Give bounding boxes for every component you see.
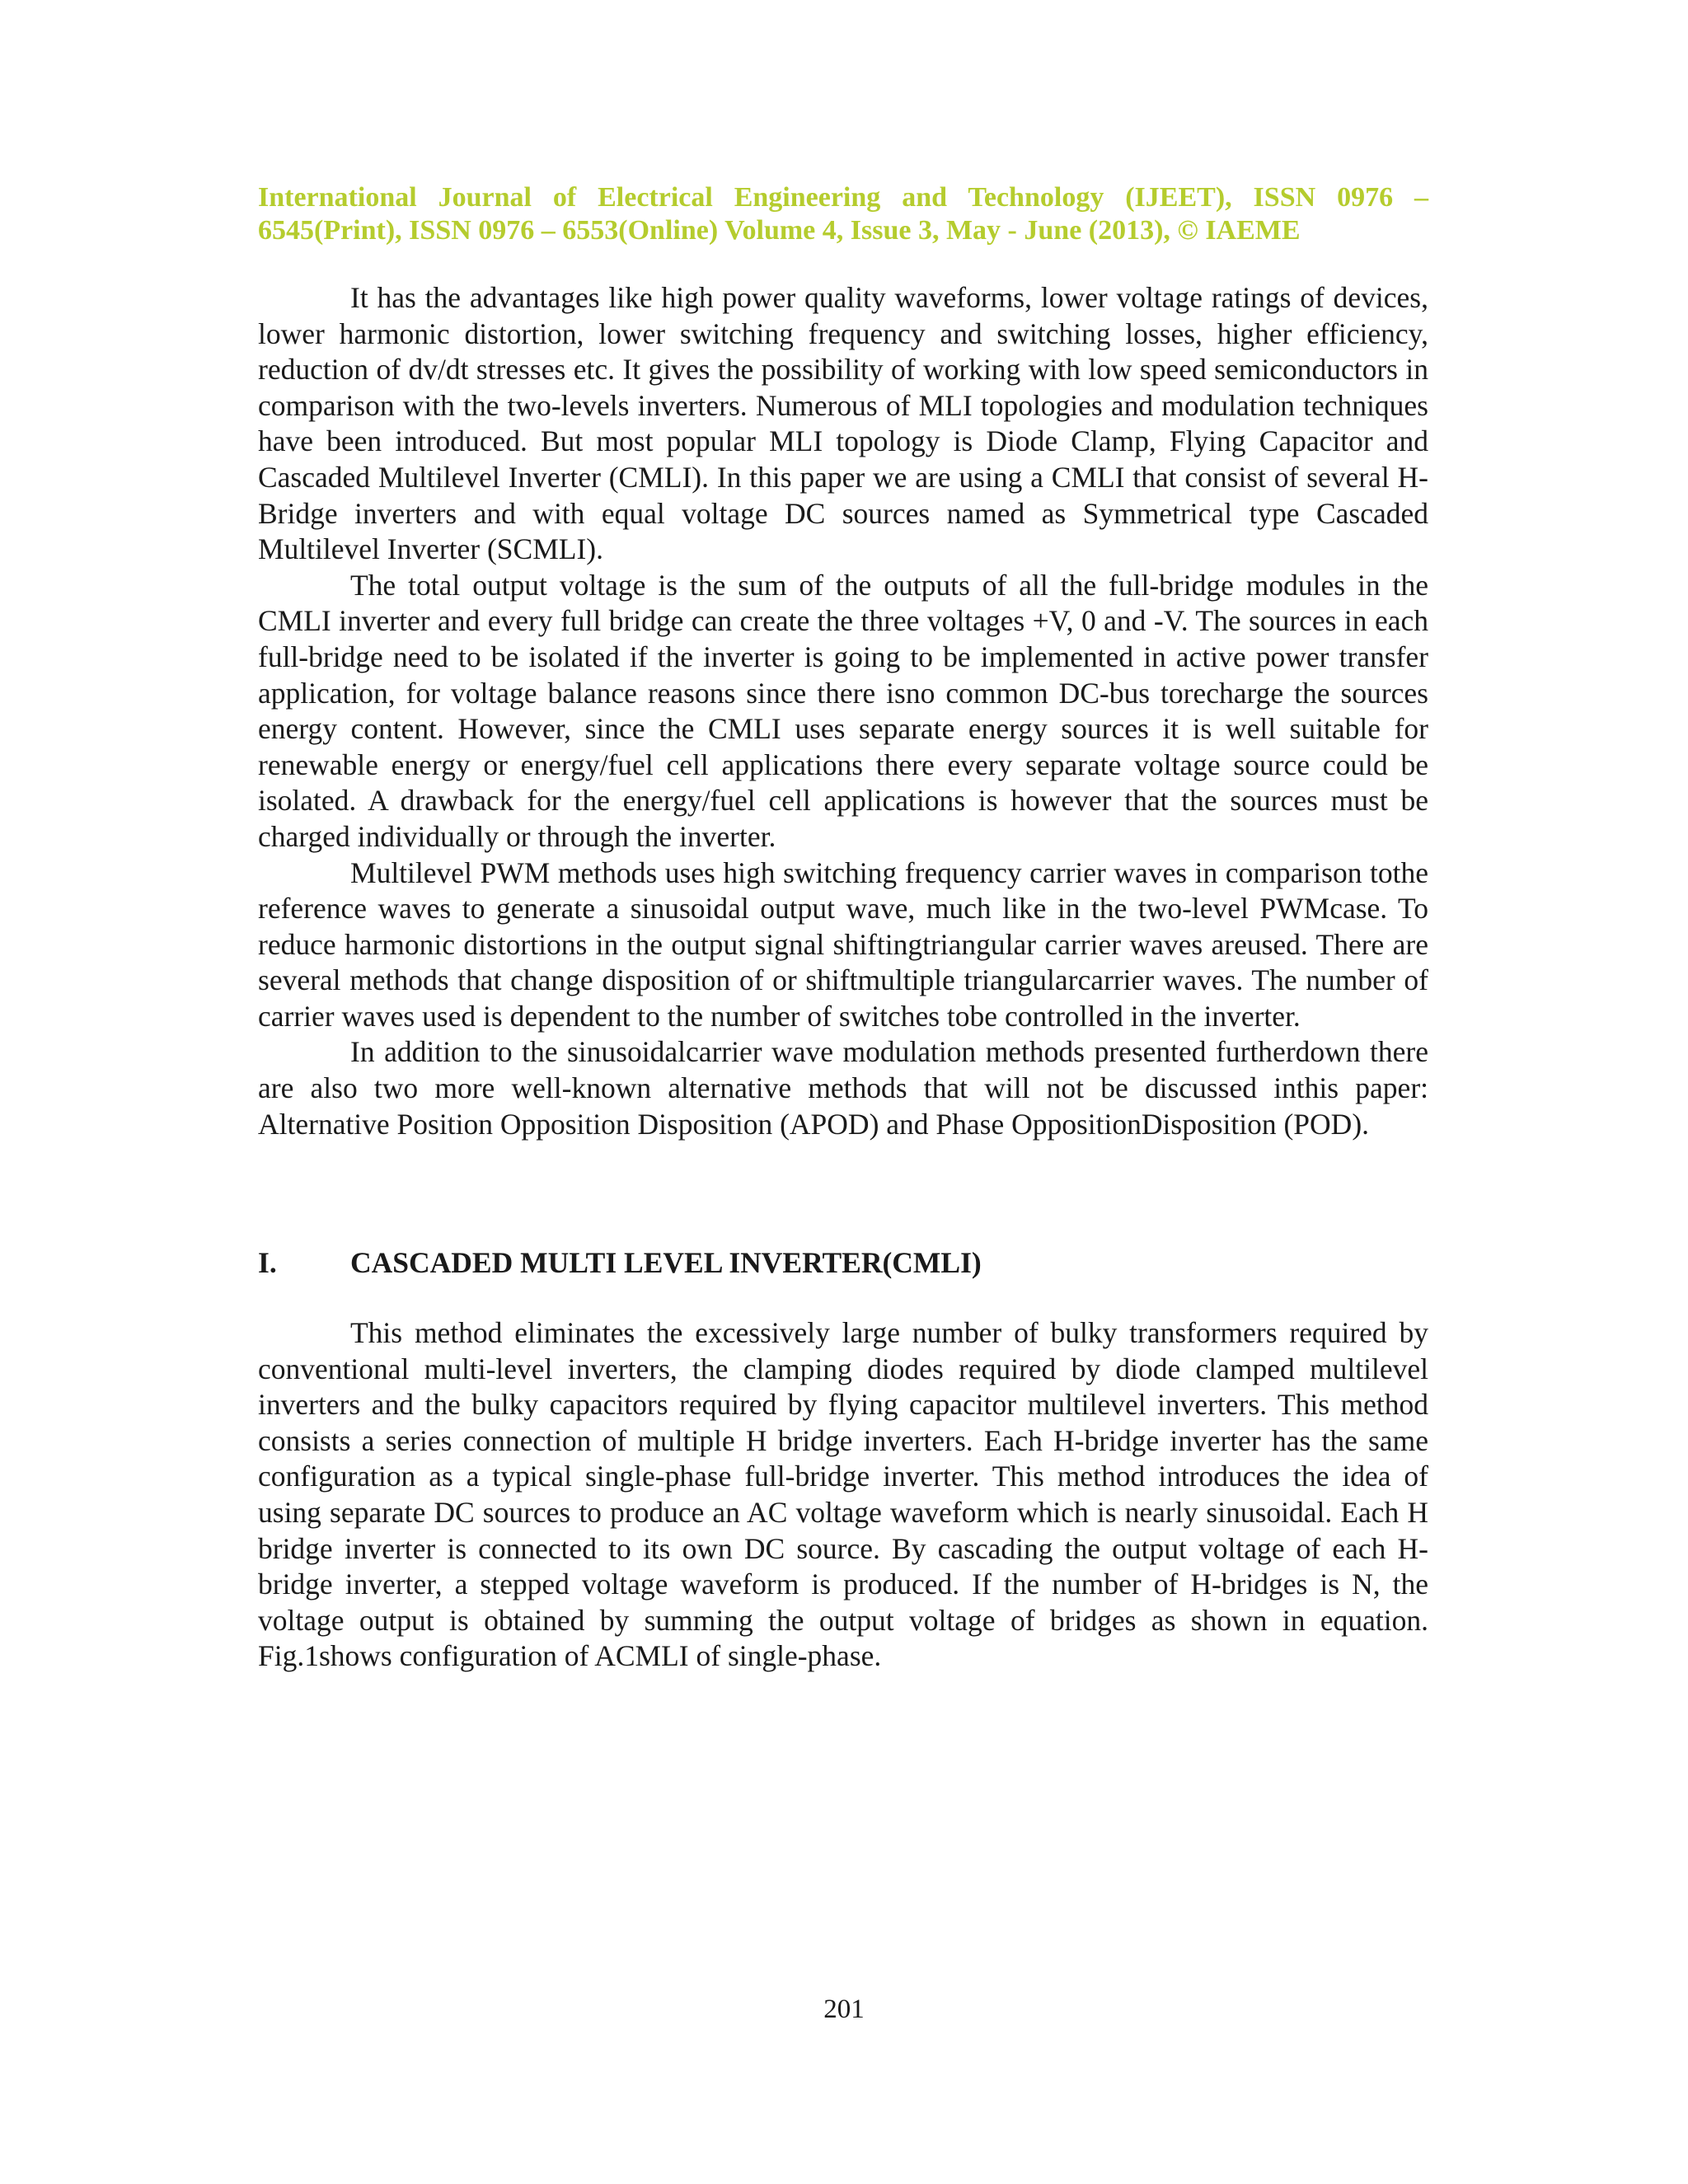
paragraph-advantages: It has the advantages like high power quality waveforms, lower voltage ratings of devices, lower harmonic distortion, lower switching frequency and switching losses, higher efficiency, reduction of dv/dt stresses etc. It gives the possibility of working with low speed semiconductors in comparison with the two-levels inverters. Numerous of MLI topologies and modulation techniques have been introduced. But most popular MLI topology is Diode Clamp, Flying Capacitor and Cascaded Multilevel Inverter (CMLI). In this paper we are using a CMLI that consist of several H-Bridge inverters and with equal voltage DC sources named as Symmetrical type Cascaded Multilevel Inverter (SCMLI). bbox=[258, 281, 1428, 566]
paragraph-output-voltage: The total output voltage is the sum of the outputs of all the full-bridge modules in the CMLI inverter and every full bridge can create the three voltages +V, 0 and -V. The sources in each full-bridge need to be isolated if the inverter is going to be implemented in active power transfer application, for voltage balance reasons since there isno common DC-bus torecharge the sources energy content. However, since the CMLI uses separate energy sources it is well suitable for renewable energy or energy/fuel cell applications there every separate voltage source could be isolated. A drawback for the energy/fuel cell applications is however that the sources must be charged individually or through the inverter. bbox=[258, 568, 1428, 853]
section-number: I. bbox=[258, 1246, 277, 1279]
journal-running-header: International Journal of Electrical Engineering and Technology (IJEET), ISSN 0976 – 6545(Print), ISSN 0976 – 6553(Online) Volume 4, Issue 3, May - June (2013), © IAEME bbox=[258, 182, 1428, 246]
paragraph-alternative-methods: In addition to the sinusoidalcarrier wave modulation methods presented furtherdown there are also two more well-known alternative methods that will not be discussed inthis paper: Alternative Position Opposition Disposition (APOD) and Phase OppositionDisposition (POD). bbox=[258, 1035, 1428, 1141]
paragraph-cmli-method: This method eliminates the excessively large number of bulky transformers required by conventional multi-level inverters, the clamping diodes required by diode clamped multilevel inverters and the bulky capacitors required by flying capacitor multilevel inverters. This method consists a series connection of multiple H bridge inverters. Each H-bridge inverter has the same configuration as a typical single-phase full-bridge inverter. This method introduces the idea of using separate DC sources to produce an AC voltage waveform which is nearly sinusoidal. Each H bridge inverter is connected to its own DC source. By cascading the output voltage of each H-bridge inverter, a stepped voltage waveform is produced. If the number of H-bridges is N, the voltage output is obtained by summing the output voltage of bridges as shown in equation. Fig.1shows configuration of ACMLI of single-phase. bbox=[258, 1316, 1428, 1673]
section-title: CASCADED MULTI LEVEL INVERTER(CMLI) bbox=[350, 1246, 982, 1279]
intro-text-block bbox=[258, 280, 1428, 1142]
section-heading bbox=[258, 1244, 1428, 1281]
page-number: 201 bbox=[823, 1994, 865, 2024]
paragraph-multilevel-pwm: Multilevel PWM methods uses high switching frequency carrier waves in comparison tothe reference waves to generate a sinusoidal output wave, much like in the two-level PWMcase. To reduce harmonic distortions in the output signal shiftingtriangular carrier waves areused. There are several methods that change disposition of or shiftmultiple triangularcarrier waves. The number of carrier waves used is dependent to the number of switches tobe controlled in the inverter. bbox=[258, 855, 1428, 1033]
section-text-block bbox=[258, 1315, 1428, 1675]
